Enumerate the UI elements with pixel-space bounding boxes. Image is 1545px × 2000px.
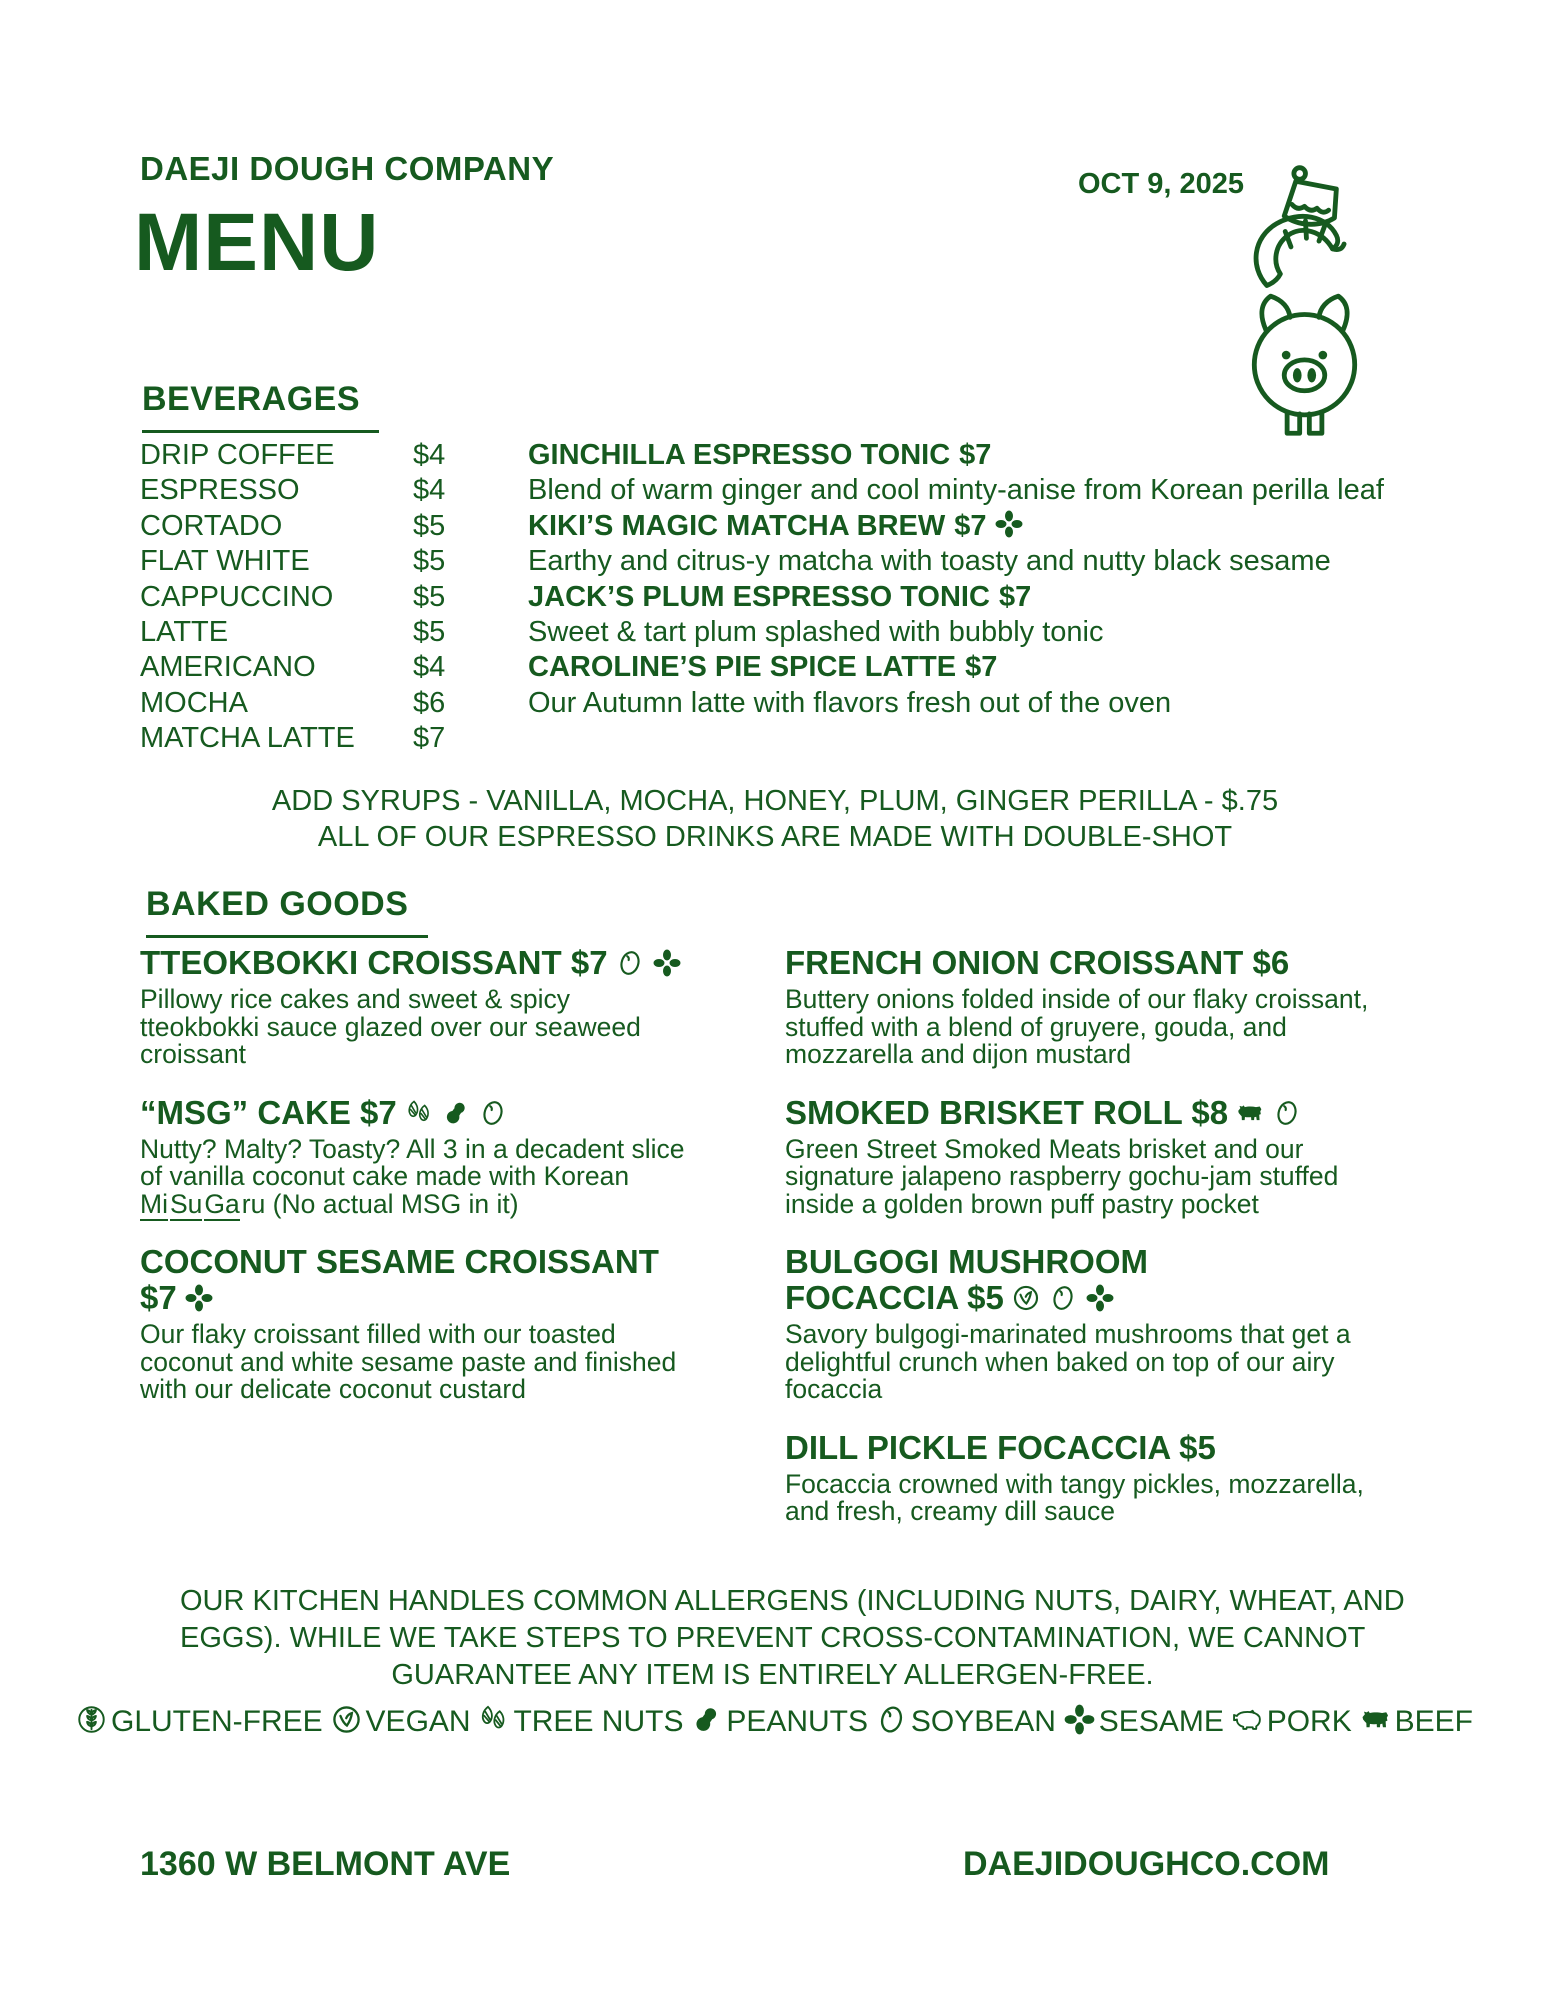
special-drink-description: Earthy and citrus-y matcha with toasty and nutty black sesame — [528, 545, 1331, 578]
allergen-icons — [1004, 1279, 1115, 1316]
beverage-row — [140, 615, 446, 650]
beverage-name: MOCHA — [140, 686, 248, 719]
beverage-price: $4 — [413, 439, 446, 471]
beverage-name: AMERICANO — [140, 651, 316, 684]
soybean-icon — [615, 948, 645, 978]
special-drink-title: JACK’S PLUM ESPRESSO TONIC $7 — [528, 580, 1032, 613]
legend-item-sesame: SESAME — [1063, 1703, 1224, 1740]
special-drink-description: Blend of warm ginger and cool minty-anise from Korean perilla leaf — [528, 474, 1384, 507]
peanut-icon — [690, 1703, 723, 1736]
soybean-icon — [875, 1703, 908, 1736]
allergen-icons — [608, 944, 682, 981]
beverages-heading: BEVERAGES — [142, 380, 360, 418]
vegan-icon — [330, 1703, 363, 1736]
soybean-icon — [1272, 1098, 1302, 1128]
beverage-name: CORTADO — [140, 509, 283, 542]
item-description: Buttery onions folded inside of our flaky croissant, stuffed with a blend of gruyere, gouda, and mozzarella and dijon mustard — [785, 984, 1369, 1069]
legend-item-gluten-free: GLUTEN-FREE — [75, 1703, 323, 1740]
baked-goods-right-column — [785, 945, 1370, 1552]
special-drink-title: KIKI’S MAGIC MATCHA BREW $7 — [528, 509, 1384, 544]
special-drink-description: Our Autumn latte with flavors fresh out of the oven — [528, 686, 1172, 719]
menu-item-msg-cake — [140, 1095, 685, 1219]
item-title: COCONUT SESAME CROISSANT $7 — [140, 1243, 659, 1316]
beverage-name: MATCHA LATTE — [140, 722, 355, 755]
allergen-icons — [177, 1279, 214, 1316]
item-title: DILL PICKLE FOCACCIA $5 — [785, 1428, 1216, 1466]
item-title: FRENCH ONION CROISSANT $6 — [785, 944, 1290, 981]
beverage-price: $4 — [413, 651, 446, 684]
item-description: Our flaky croissant filled with our toasted coconut and white sesame paste and finished with our delicate coconut custard — [140, 1319, 677, 1404]
legend-item-pork: PORK — [1231, 1703, 1352, 1740]
beverage-notes — [140, 783, 1410, 855]
special-drink-price: $7 — [954, 509, 987, 542]
company-name: DAEJI DOUGH COMPANY — [140, 150, 555, 187]
item-title: BULGOGI MUSHROOM FOCACCIA $5 — [785, 1243, 1148, 1316]
beverage-row — [140, 509, 446, 544]
specialty-drinks — [528, 438, 1384, 721]
beverage-price: $5 — [413, 615, 446, 648]
sesame-icon — [1063, 1703, 1096, 1736]
special-drink-description: Sweet & tart plum splashed with bubbly tonic — [528, 615, 1104, 648]
item-description: Pillowy rice cakes and sweet & spicy tteokbokki sauce glazed over our seaweed croissant — [140, 984, 641, 1069]
beverage-row — [140, 686, 446, 721]
menu-item-dill-pickle-focaccia — [785, 1430, 1370, 1526]
beverage-row — [140, 580, 446, 615]
special-drink-price: $7 — [959, 439, 992, 471]
beverage-row — [140, 544, 446, 579]
sesame-icon — [184, 1283, 214, 1313]
menu-item-bulgogi-mushroom-focaccia — [785, 1244, 1370, 1404]
beverage-price: $5 — [413, 509, 446, 542]
soybean-icon — [1048, 1283, 1078, 1313]
menu-item-tteokbokki-croissant — [140, 945, 685, 1069]
syrups-note: ADD SYRUPS - VANILLA, MOCHA, HONEY, PLUM, GINGER PERILLA - $.75 — [271, 785, 1279, 817]
menu-item-french-onion-croissant — [785, 945, 1370, 1069]
beverage-row — [140, 473, 446, 508]
beverage-name: DRIP COFFEE — [140, 439, 335, 471]
item-title: TTEOKBOKKI CROISSANT $7 — [140, 945, 685, 981]
item-title: “MSG” CAKE $7 — [140, 1095, 685, 1131]
baked-goods-left-column — [140, 945, 685, 1430]
sesame-icon — [994, 509, 1024, 539]
beverages-underline — [142, 430, 379, 433]
item-description: Focaccia crowned with tangy pickles, mozzarella, and fresh, creamy dill sauce — [785, 1468, 1364, 1526]
sesame-icon — [652, 948, 682, 978]
allergen-legend — [75, 1703, 1473, 1740]
pork-icon — [1231, 1703, 1264, 1736]
legend-item-vegan: VEGAN — [330, 1703, 471, 1740]
allergen-icons — [1228, 1094, 1302, 1131]
page-title: MENU — [134, 197, 380, 288]
menu-item-coconut-sesame-croissant — [140, 1244, 685, 1404]
allergen-icons — [987, 510, 1024, 542]
legend-item-beef: BEEF — [1359, 1703, 1473, 1740]
beverage-price: $6 — [413, 686, 446, 719]
baked-goods-heading: BAKED GOODS — [146, 885, 409, 923]
item-description: Savory bulgogi-marinated mushrooms that get a delightful crunch when baked on top of our airy focaccia — [785, 1319, 1351, 1404]
beverage-row — [140, 650, 446, 685]
legend-item-soybean: SOYBEAN — [875, 1703, 1056, 1740]
tree-nuts-icon — [477, 1703, 510, 1736]
peanut-icon — [441, 1098, 471, 1128]
allergen-notice: OUR KITCHEN HANDLES COMMON ALLERGENS (INCLUDING NUTS, DAIRY, WHEAT, AND EGGS). WHILE WE TAKE STEPS TO PREVENT CROSS-CONTAMINATION, WE CANNOT GUARANTEE ANY ITEM IS ENTIRELY ALLERGEN-FREE. — [180, 1585, 1405, 1691]
beverage-row — [140, 438, 446, 473]
beverages-list — [140, 438, 446, 757]
beverage-price: $5 — [413, 580, 446, 613]
tree-nuts-icon — [404, 1098, 434, 1128]
street-address: 1360 W BELMONT AVE — [140, 1845, 511, 1883]
allergen-icons — [397, 1094, 508, 1131]
item-title: SMOKED BRISKET ROLL $8 — [785, 1095, 1370, 1131]
legend-item-tree-nuts: TREE NUTS — [477, 1703, 683, 1740]
item-description: Green Street Smoked Meats brisket and our signature jalapeno raspberry gochu-jam stuffed inside a golden brown puff pastry pocket — [785, 1133, 1339, 1219]
beverage-price: $5 — [413, 545, 446, 578]
item-description: Nutty? Malty? Toasty? All 3 in a decadent slice of vanilla coconut cake made with Korean MiSuGaru (No actual MSG in it) — [140, 1133, 685, 1219]
legend-item-peanuts: PEANUTS — [690, 1703, 868, 1740]
vegan-icon — [1011, 1283, 1041, 1313]
special-drink-title: CAROLINE’S PIE SPICE LATTE $7 — [528, 651, 998, 684]
beverage-price: $7 — [413, 722, 446, 755]
beef-icon — [1235, 1098, 1265, 1128]
beef-icon — [1359, 1703, 1392, 1736]
special-drink-price: $7 — [998, 580, 1032, 613]
beverage-name: CAPPUCCINO — [140, 580, 334, 613]
menu-item-smoked-brisket-roll — [785, 1095, 1370, 1219]
menu-date: OCT 9, 2025 — [1078, 168, 1245, 200]
special-drink-title: GINCHILLA ESPRESSO TONIC $7 — [528, 439, 992, 471]
beverage-name: FLAT WHITE — [140, 545, 310, 578]
baked-goods-underline — [146, 935, 428, 938]
beverage-name: ESPRESSO — [140, 474, 300, 507]
sesame-icon — [1085, 1283, 1115, 1313]
beverage-price: $4 — [413, 474, 446, 507]
gluten-free-icon — [75, 1703, 108, 1736]
special-drink-price: $7 — [965, 651, 998, 684]
beverage-row — [140, 721, 446, 756]
beverage-name: LATTE — [140, 615, 229, 648]
pig-logo — [1232, 160, 1377, 440]
soybean-icon — [478, 1098, 508, 1128]
double-shot-note: ALL OF OUR ESPRESSO DRINKS ARE MADE WITH DOUBLE-SHOT — [317, 821, 1233, 853]
website-url: DAEJIDOUGHCO.COM — [963, 1845, 1330, 1883]
